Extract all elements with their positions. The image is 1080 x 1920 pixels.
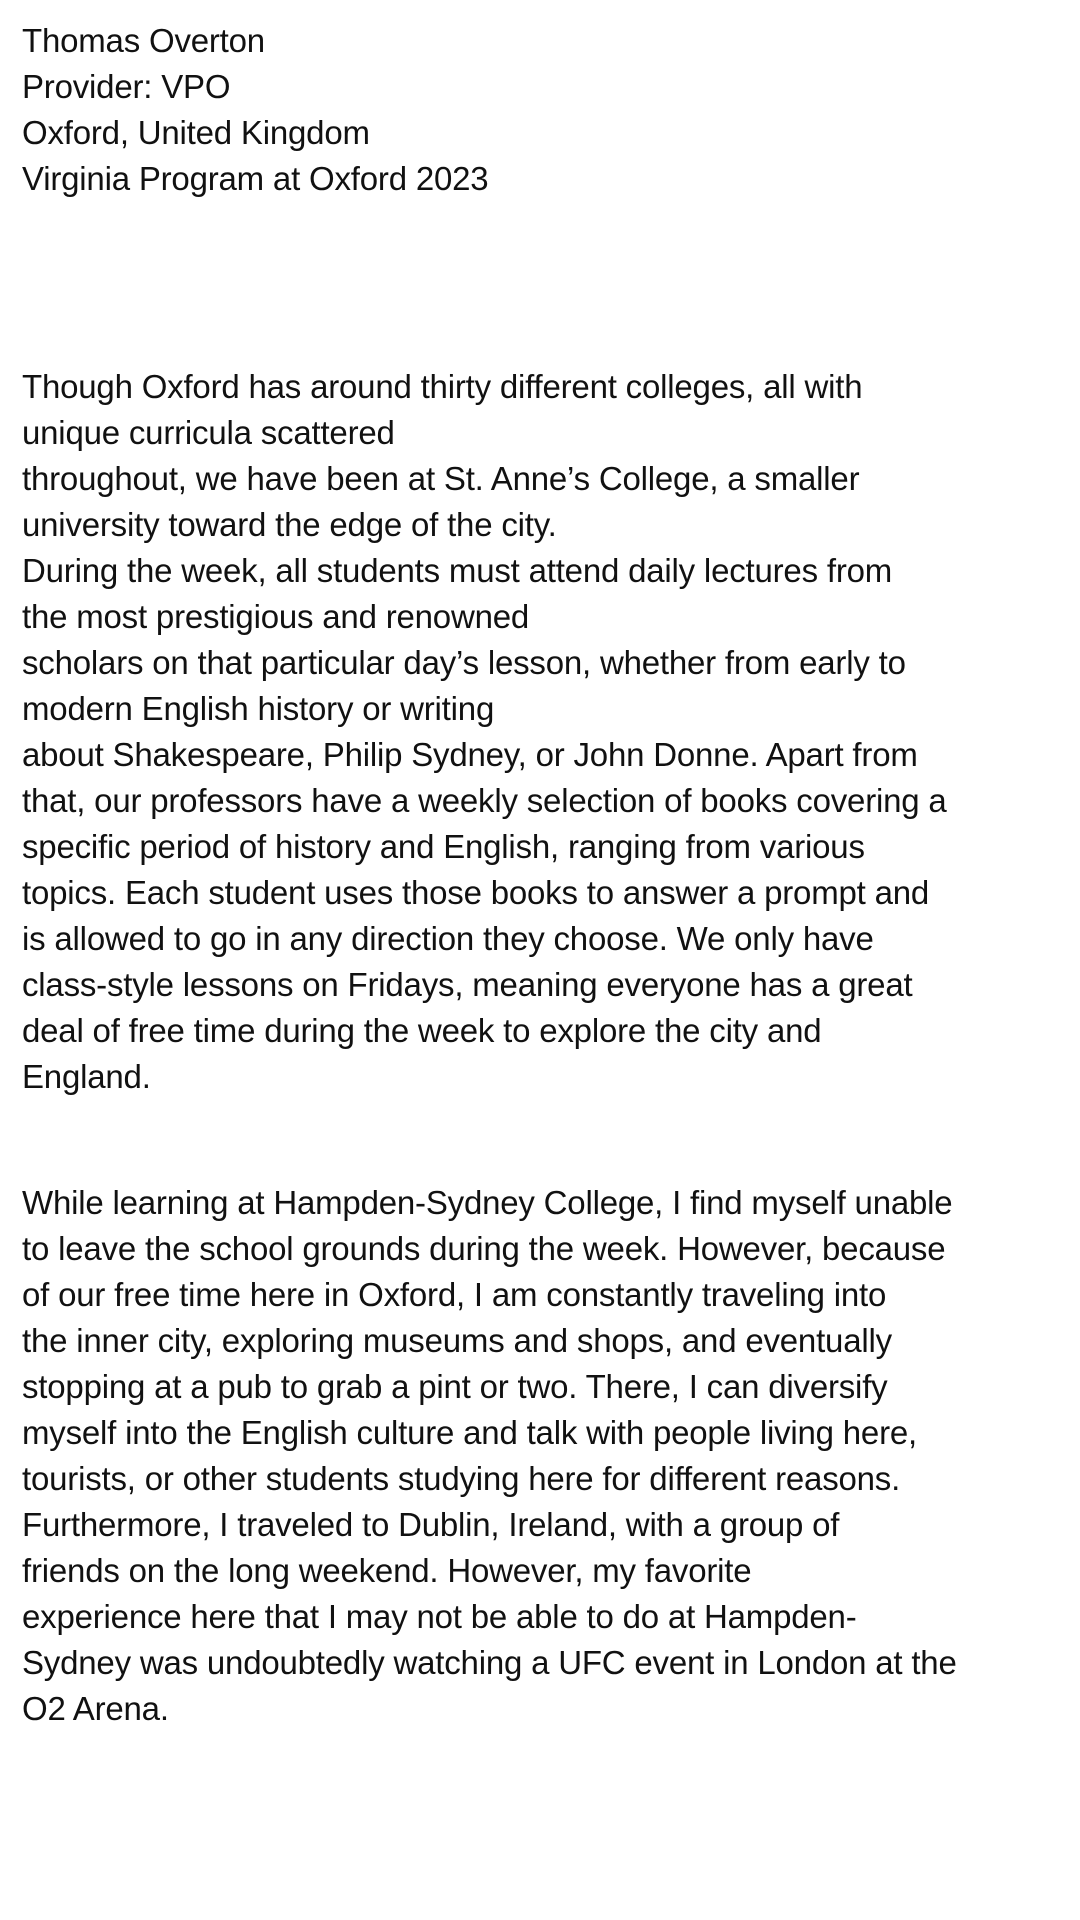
paragraph-line: During the week, all students must attend daily lectures from (22, 552, 893, 589)
paragraph-line: tourists, or other students studying here for different reasons. (22, 1460, 901, 1497)
paragraph-free-time-travel (22, 1180, 957, 1732)
paragraph-line: unique curricula scattered (22, 414, 395, 451)
paragraph-line: throughout, we have been at St. Anne’s College, a smaller (22, 460, 860, 497)
paragraph-line: is allowed to go in any direction they choose. We only have (22, 920, 874, 957)
paragraph-line: friends on the long weekend. However, my favorite (22, 1552, 752, 1589)
paragraph-line: about Shakespeare, Philip Sydney, or John Donne. Apart from (22, 736, 918, 773)
paragraph-line: stopping at a pub to grab a pint or two. There, I can diversify (22, 1368, 888, 1405)
paragraph-line: to leave the school grounds during the week. However, because (22, 1230, 946, 1267)
paragraph-line: specific period of history and English, ranging from various (22, 828, 865, 865)
paragraph-line: class-style lessons on Fridays, meaning everyone has a great (22, 966, 913, 1003)
paragraph-line: the inner city, exploring museums and shops, and eventually (22, 1322, 892, 1359)
paragraph-line: the most prestigious and renowned (22, 598, 530, 635)
paragraph-line: university toward the edge of the city. (22, 506, 557, 543)
document-page (22, 18, 1062, 1727)
location-line: Oxford, United Kingdom (22, 114, 370, 151)
paragraph-line: experience here that I may not be able to do at Hampden- (22, 1598, 857, 1635)
provider-line: Provider: VPO (22, 68, 231, 105)
paragraph-oxford-colleges (22, 364, 947, 1100)
paragraph-line: Sydney was undoubtedly watching a UFC event in London at the (22, 1644, 957, 1681)
document-header (22, 18, 1062, 202)
author-name: Thomas Overton (22, 22, 265, 59)
paragraph-line: that, our professors have a weekly selection of books covering a (22, 782, 947, 819)
paragraph-line: England. (22, 1058, 151, 1095)
paragraph-line: myself into the English culture and talk with people living here, (22, 1414, 917, 1451)
paragraph-line: scholars on that particular day’s lesson, whether from early to (22, 644, 906, 681)
paragraph-line: of our free time here in Oxford, I am constantly traveling into (22, 1276, 887, 1313)
paragraph-line: deal of free time during the week to explore the city and (22, 1012, 822, 1049)
paragraph-line: O2 Arena. (22, 1690, 169, 1727)
paragraph-line: While learning at Hampden-Sydney College, I find myself unable (22, 1184, 953, 1221)
paragraph-line: Though Oxford has around thirty different colleges, all with (22, 368, 863, 405)
paragraph-line: Furthermore, I traveled to Dublin, Ireland, with a group of (22, 1506, 840, 1543)
paragraph-line: topics. Each student uses those books to answer a prompt and (22, 874, 930, 911)
program-line: Virginia Program at Oxford 2023 (22, 160, 489, 197)
paragraph-line: modern English history or writing (22, 690, 495, 727)
